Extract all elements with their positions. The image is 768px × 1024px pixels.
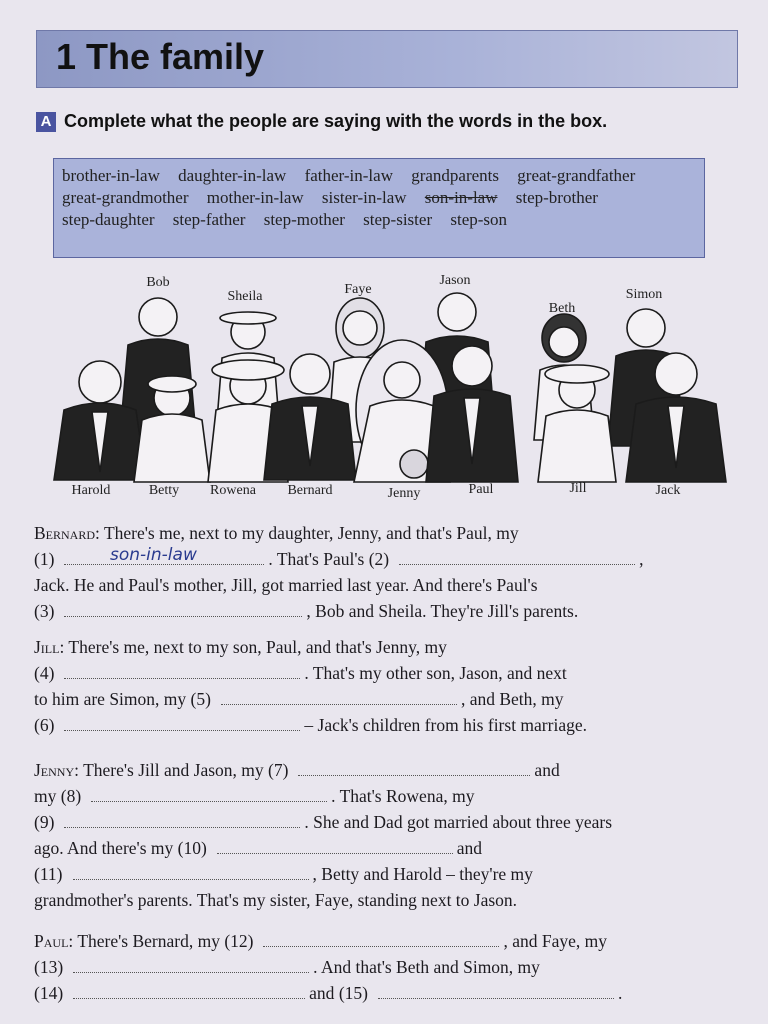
sentence-text: . That's Rowena, my [331, 786, 475, 806]
gap-number: (15) [338, 983, 368, 1003]
gap-12[interactable] [263, 930, 499, 947]
gap-number: (2) [368, 549, 390, 569]
speaker-label: Bernard: [34, 523, 100, 543]
word-item: great-grandfather [517, 166, 636, 185]
page-title: 1 The family [56, 36, 265, 77]
handwritten-answer-1: son-in-law [110, 545, 197, 565]
word-item: step-sister [363, 210, 433, 229]
gap-number: (8) [60, 786, 82, 806]
gap-number: (9) [34, 812, 55, 832]
label-paul: Paul [468, 482, 494, 497]
label-jill: Jill [569, 481, 587, 496]
word-box [53, 158, 705, 258]
gap-11[interactable] [73, 863, 309, 880]
word-item: grandparents [411, 166, 500, 185]
sentence-text: , Bob and Sheila. They're Jill's parents. [306, 601, 579, 621]
sentence-text: – Jack's children from his first marriage. [304, 715, 587, 735]
sentence-text: . That's my other son, Jason, and next [304, 663, 567, 683]
label-beth: Beth [548, 301, 576, 316]
label-simon: Simon [625, 287, 663, 302]
gap-5[interactable] [221, 688, 457, 705]
word-item-used: son-in-law [424, 188, 498, 207]
sentence-text: There's me, next to my daughter, Jenny, and that's Paul, my [103, 523, 519, 543]
sentence-text: and [309, 983, 335, 1003]
gap-number: (6) [34, 715, 55, 735]
sentence-text: . That's Paul's [268, 549, 365, 569]
speaker-label: Jill: [34, 637, 65, 657]
sentence-text: , Betty and Harold – they're my [312, 864, 533, 884]
word-item: step-father [172, 210, 246, 229]
gap-7[interactable] [298, 759, 530, 776]
gap-number: (3) [34, 601, 55, 621]
section-letter-badge: A [36, 112, 56, 132]
sentence-text: There's Jill and Jason, my [83, 760, 264, 780]
word-item: great-grandmother [62, 188, 189, 207]
gap-number: (13) [34, 957, 64, 977]
word-item: father-in-law [304, 166, 393, 185]
paragraph-jenny [34, 757, 724, 913]
sentence-text: ago. And there's my [34, 838, 174, 858]
label-sheila: Sheila [227, 289, 263, 304]
paragraph-paul [34, 928, 724, 1006]
gap-15[interactable] [378, 982, 614, 999]
label-rowena: Rowena [210, 483, 256, 498]
gap-number: (5) [190, 689, 211, 709]
gap-3[interactable] [64, 600, 302, 617]
sentence-text: to him are Simon, my [34, 689, 187, 709]
sentence-text: and [534, 760, 560, 780]
gap-2[interactable] [399, 548, 635, 565]
word-item: step-son [450, 210, 508, 229]
label-faye: Faye [344, 282, 372, 297]
word-item: step-daughter [62, 210, 155, 229]
sentence-text: my [34, 786, 57, 806]
sentence-text: . [617, 983, 623, 1003]
speaker-label: Paul: [34, 931, 74, 951]
label-jason: Jason [439, 273, 471, 288]
sentence-text: , and Faye, my [503, 931, 608, 951]
sentence-text: and [456, 838, 483, 858]
label-jack: Jack [655, 483, 681, 498]
sentence-text: Jack. He and Paul's mother, Jill, got married last year. And there's Paul's [34, 575, 538, 595]
gap-number: (14) [34, 983, 64, 1003]
gap-9[interactable] [64, 811, 300, 828]
paragraph-jill [34, 634, 724, 738]
sentence-text: , and Beth, my [460, 689, 564, 709]
gap-13[interactable] [73, 956, 309, 973]
speaker-label: Jenny: [34, 760, 80, 780]
gap-14[interactable] [73, 982, 305, 999]
sentence-text: , [639, 549, 644, 569]
sentence-text: . She and Dad got married about three years [304, 812, 613, 832]
gap-number: (12) [224, 931, 254, 951]
sentence-text: There's Bernard, my [77, 931, 220, 951]
instruction-text: Complete what the people are saying with the words in the box. [64, 111, 608, 131]
word-item: step-brother [515, 188, 598, 207]
exercise-instruction [36, 110, 736, 132]
gap-8[interactable] [91, 785, 327, 802]
sentence-text: There's me, next to my son, Paul, and that's Jenny, my [68, 637, 447, 657]
gap-10[interactable] [217, 837, 453, 854]
gap-number: (4) [34, 663, 55, 683]
gap-number: (10) [177, 838, 207, 858]
word-item: brother-in-law [62, 166, 160, 185]
word-item: step-mother [263, 210, 345, 229]
label-harold: Harold [71, 483, 111, 498]
word-item: daughter-in-law [178, 166, 287, 185]
gap-4[interactable] [64, 662, 300, 679]
gap-number: (1) [34, 549, 55, 569]
label-jenny: Jenny [387, 486, 421, 501]
sentence-text: . And that's Beth and Simon, my [313, 957, 540, 977]
sentence-text: grandmother's parents. That's my sister, Faye, standing next to Jason. [34, 890, 518, 910]
family-illustration [40, 270, 730, 510]
gap-number: (11) [34, 864, 63, 884]
word-item: sister-in-law [321, 188, 407, 207]
paragraph-bernard [34, 520, 724, 624]
label-bob: Bob [146, 275, 170, 290]
word-item: mother-in-law [206, 188, 304, 207]
label-bernard: Bernard [287, 483, 333, 498]
gap-6[interactable] [64, 714, 300, 731]
gap-number: (7) [268, 760, 289, 780]
label-betty: Betty [148, 483, 180, 498]
